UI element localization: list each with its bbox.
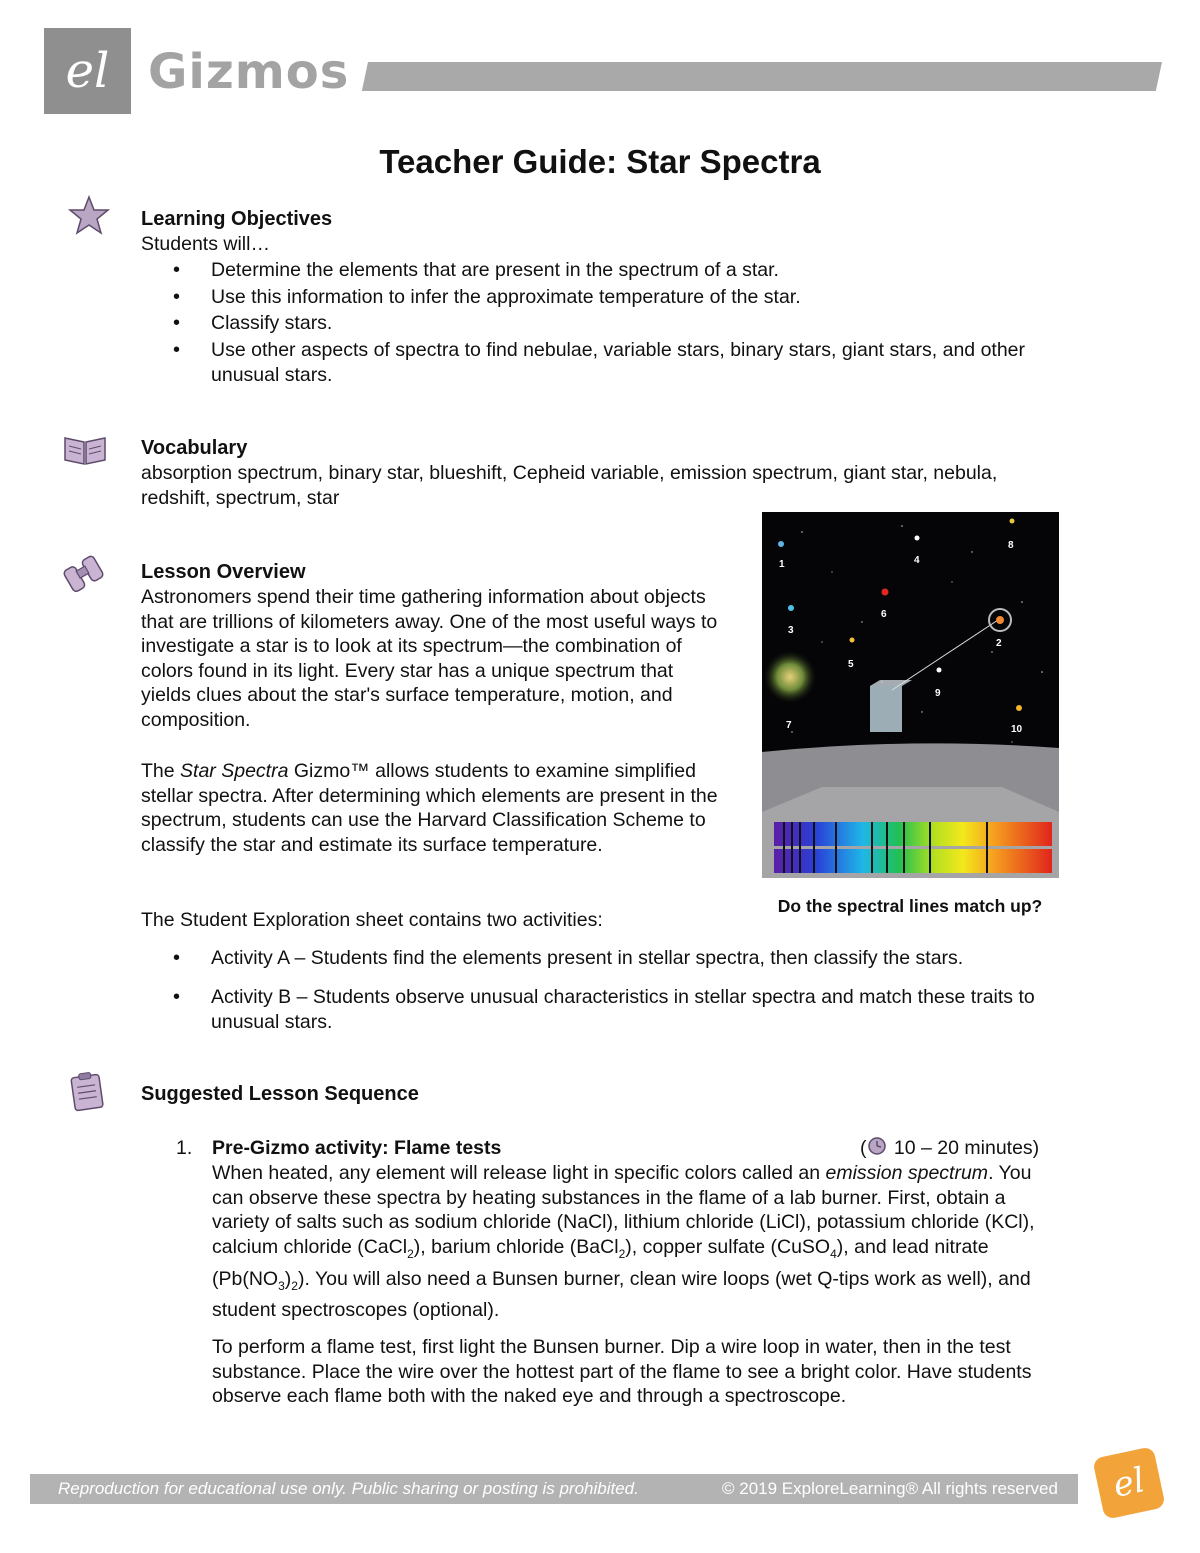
star-label: 7 xyxy=(786,720,792,731)
star-label: 4 xyxy=(914,555,920,566)
star-label: 5 xyxy=(848,659,854,670)
overview-heading: Lesson Overview xyxy=(141,561,306,583)
activities-list xyxy=(141,946,1071,1036)
header-bar xyxy=(362,62,1162,91)
list-item: • Use other aspects of spectra to find nebulae, variable stars, binary stars, giant stars, and other unusual stars. xyxy=(141,338,1071,389)
sequence-heading: Suggested Lesson Sequence xyxy=(141,1083,419,1105)
star-label: 1 xyxy=(779,559,785,570)
logo-mark: el xyxy=(65,43,110,99)
footer-notice: Reproduction for educational use only. Public sharing or posting is prohibited. xyxy=(58,1479,639,1498)
sequence-paragraph-2: To perform a flame test, first light the Bunsen burner. Dip a wire loop in water, then in the test substance. Place the wire over the hottest part of the flame to see a bright color. Have students observe each flame both with the naked eye and through a spectroscope. xyxy=(212,1336,1032,1408)
footer-logo xyxy=(1092,1446,1166,1520)
element-spectrum-bar xyxy=(774,849,1052,873)
overview-paragraph-3: The Student Exploration sheet contains two activities: xyxy=(141,909,603,931)
overview-paragraph-2: The Star Spectra Gizmo™ allows students to examine simplified stellar spectra. After determining which elements are present in the spectrum, students can use the Harvard Classification Scheme to classify the star and estimate its surface temperature. xyxy=(141,760,718,856)
star-label: 8 xyxy=(1008,540,1014,551)
star-field-image xyxy=(762,512,1059,878)
star-spectrum-bar xyxy=(774,822,1052,846)
explorelearning-logo xyxy=(44,28,131,114)
sequence-item-title: Pre-Gizmo activity: Flame tests xyxy=(212,1137,502,1159)
sequence-item-number: 1. xyxy=(176,1137,193,1159)
list-item: • Classify stars. xyxy=(141,311,1071,337)
objectives-intro: Students will… xyxy=(141,233,270,255)
list-item: • Use this information to infer the approximate temperature of the star. xyxy=(141,285,1071,311)
brand-name: Gizmos xyxy=(148,44,350,100)
page-title: Teacher Guide: Star Spectra xyxy=(379,143,821,180)
emphasis-term: emission spectrum xyxy=(825,1162,989,1184)
book-icon xyxy=(62,428,108,470)
binoculars-icon xyxy=(60,552,106,594)
figure-caption: Do the spectral lines match up? xyxy=(777,896,1043,916)
star-label: 9 xyxy=(935,688,941,699)
clock-icon xyxy=(867,1136,889,1156)
star-label: 2 xyxy=(996,638,1002,649)
vocabulary-text: absorption spectrum, binary star, blueshift, Cepheid variable, emission spectrum, giant star, nebula, redshift, spectrum, star xyxy=(141,462,998,509)
star-label: 3 xyxy=(788,625,794,636)
list-item: • Determine the elements that are present in the spectrum of a star. xyxy=(141,258,1071,284)
list-item: • Activity A – Students find the elements present in stellar spectra, then classify the stars. xyxy=(141,946,1071,972)
overview-paragraph-1: Astronomers spend their time gathering information about objects that are trillions of kilometers away. One of the most useful ways to investigate a star is to look at its spectrum—the combination of colors found in its light. Every star has a unique spectrum that yields clues about the star's surface temperature, motion, and composition. xyxy=(141,586,718,731)
sequence-time: ( 10 – 20 minutes) xyxy=(860,1137,1040,1159)
sequence-paragraph-1: When heated, any element will release light in specific colors called an emission spectrum. You can observe these spectra by heating substances in the flame of a lab burner. First, obtain a variety of salts such as sodium chloride (NaCl), lithium chloride (LiCl), potassium chloride (KCl), calcium chloride (CaCl$_2$), barium chloride (BaCl$_2$), copper sulfate (CuSO$_4$), and lead nitrate $(Pb(NO_3)_2)$. You will also need a Bunsen burner, clean wire loops (wet Q-tips work as well), and student spectroscopes (optional). xyxy=(212,1162,1035,1322)
vocabulary-heading: Vocabulary xyxy=(141,437,248,459)
star-icon xyxy=(68,194,110,236)
footer-logo-mark: el xyxy=(1109,1460,1149,1506)
footer-copyright: © 2019 ExploreLearning® All rights reserved xyxy=(722,1479,1058,1498)
star-label: 6 xyxy=(881,609,887,620)
clipboard-icon xyxy=(66,1070,108,1112)
objectives-list xyxy=(141,258,1071,389)
list-item: • Activity B – Students observe unusual characteristics in stellar spectra and match these traits to unusual stars. xyxy=(141,985,1071,1036)
star-label: 10 xyxy=(1011,724,1023,735)
gizmo-name: Star Spectra xyxy=(180,760,289,782)
objectives-heading: Learning Objectives xyxy=(141,208,333,230)
